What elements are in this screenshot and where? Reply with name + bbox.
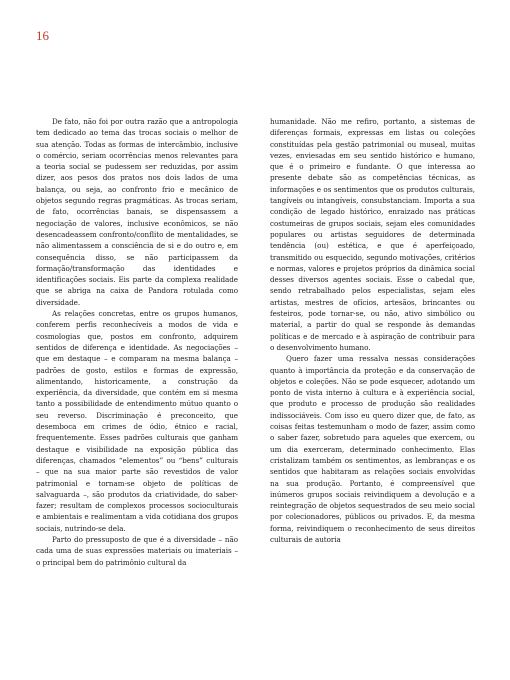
paragraph: Quero fazer uma ressalva nessas considerações quanto à importância da proteção e da conservação de objetos e coleções. Não se pode esquecer, adotando um ponto de vista interno à cultura e à experiência social, que produto e processo de produção são realidades indissociáveis. Com isso eu quero dizer que, de fato, as coisas feitas testemunham o modo de fazer, assim como o saber fazer, sobretudo para aqueles que exercem, ou um dia exerceram, determinado conhecimento. Elas cristalizam também os sentimentos, as lembranças e os sentidos que habitaram as relações sociais envolvidas na sua produção. Portanto, é compreensível que inúmeros grupos sociais reivindiquem a devolução e a reintegração de objetos sequestrados de seu meio social por colecionadores, públicos ou privados. E, da mesma forma, reivindiquem o reconhecimento de seus direitos culturais de autoria [270, 354, 475, 544]
paragraph: As relações concretas, entre os grupos humanos, conferem perfis reconhecíveis a modos de vida e cosmologias que, postos em confronto, adquirem sentidos de diferença e identidade. As negociações – que em destaque – e comparam na mesma balança – padrões de gosto, estilos e formas de expressão, alimentando, historicamente, a construção da experiência, da diversidade, que contém em si mesma tanto a possibilidade de entendimento mútuo quanto o seu reverso. Discriminação é preconceito, que desemboca em crimes de ódio, étnico e racial, frequentemente. Esses padrões culturais que ganham destaque e visibilidade na exposição pública das diferenças, chamados “elementos” ou “bens” culturais – que na sua maior parte são revestidos de valor patrimonial e tornam-se objeto de políticas de salvaguarda –, são produtos da criatividade, do saber-fazer; resultam de complexos processos socioculturais e ambientais e realimentam a vida cotidiana dos grupos sociais, nutrindo-se dela. [36, 309, 238, 533]
page-number: 16 [36, 28, 49, 43]
paragraph-continued: humanidade. Não me refiro, portanto, a sistemas de diferenças formais, expressas em listas ou coleções constituídas pela gestão patrimonial ou museal, muitas vezes, enviesadas em seu sentido histórico e humano, que é o primeiro e fundante. O que interessa ao presente debate são as competências técnicas, as informações e os sentimentos que os produtos culturais, tangíveis ou intangíveis, consubstanciam. Importa a sua condição de legado histórico, enraizado nas práticas costumeiras de grupos sociais, sejam eles comunidades populares ou artistas seguidores de determinada tendência (ou) estética, e que é aperfeiçoado, transmitido ou esquecido, segundo motivações, critérios e normas, valores e projetos próprios da dinâmica social desses diversos agentes sociais. Esse o cabedal que, sendo retrabalhado pelos especialistas, sejam eles artistas, mestres de ofícios, artesãos, brincantes ou festeiros, pode tornar-se, ou não, ativo simbólico ou material, a partir do qual se responde às demandas políticas e de mercado e à aspiração de contribuir para o desenvolvimento humano. [270, 117, 475, 352]
left-text-column [36, 116, 238, 568]
right-text-column [270, 116, 475, 545]
paragraph: De fato, não foi por outra razão que a antropologia tem dedicado ao tema das trocas sociais o melhor de sua atenção. Todas as formas de intercâmbio, inclusive o comércio, seriam ocorrências menos relevantes para a teoria social se pudessem ser reduzidas, por assim dizer, aos pesos dos pratos nos dois lados de uma balança, ou seja, ao confronto frio e mecânico de objetos segundo regras pragmáticas. As trocas seriam, de fato, ocorrências banais, se dispensassem a negociação de valores, inclusive econômicos, se não desencadeassem confronto/conflito de mentalidades, se não alimentassem a consciência de si e do outro e, em consequência disso, se não participassem da formação/transformação das identidades e identificações sociais. Eis parte da complexa realidade que se abriga na caixa de Pandora rotulada como diversidade. [36, 117, 238, 307]
paragraph: Parto do pressuposto de que é a diversidade – não cada uma de suas expressões materiais ou imateriais – o principal bem do patrimônio cultural da [36, 534, 238, 567]
